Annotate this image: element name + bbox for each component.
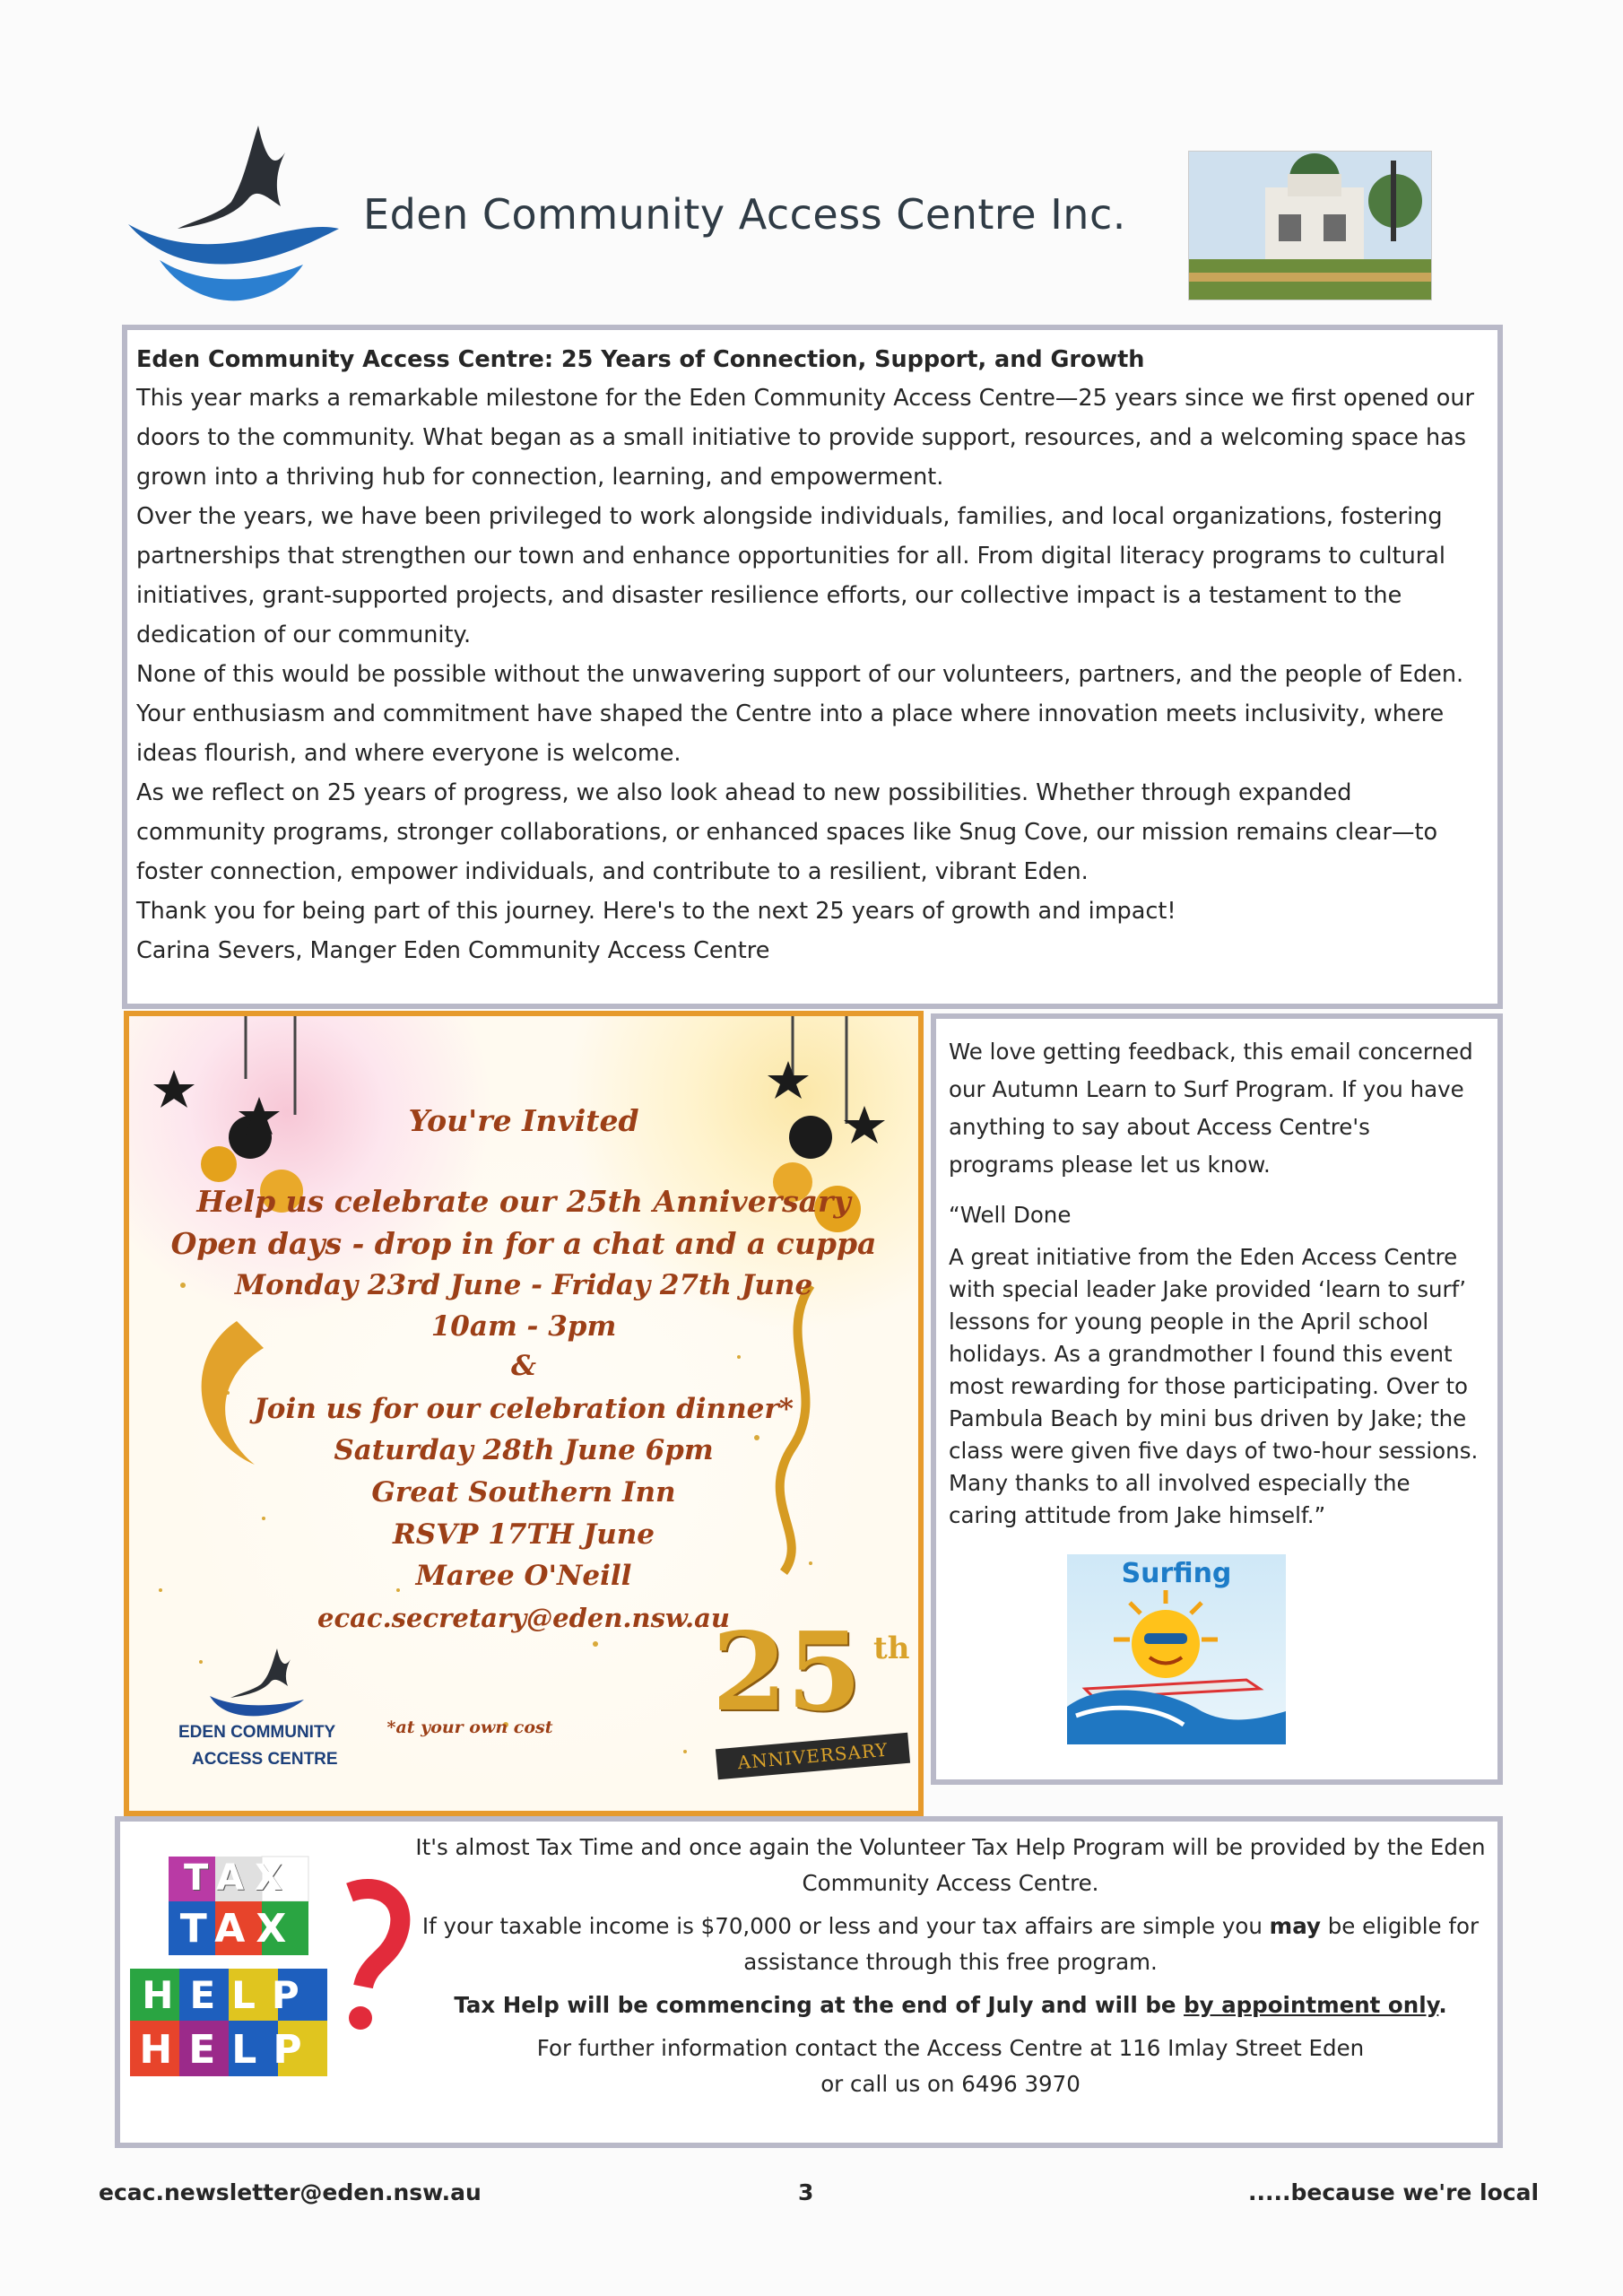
article-paragraph: As we reflect on 25 years of progress, we also look ahead to new possibilities. Whether through expanded community programs, stronger collaborations, or enhanced spaces like Snug Cove, our mission remains clear—to foster connection, empower individuals, and contribute to a resilient, vibrant Eden. xyxy=(136,779,1438,885)
tax-line-3a: Tax Help will be commencing at the end of July and will be xyxy=(454,1992,1185,2018)
tax-line-2 xyxy=(408,1909,1493,1980)
feedback-quote-body: A great initiative from the Eden Access Centre with special leader Jake provided ‘learn to surf’ lessons for young people in the April school holidays. As a grandmother I found this event most rewarding for those participating. Over to Pambula Beach by mini bus driven by Jake; the class were given five days of two-hour sessions. Many thanks to all involved especially the caring attitude from Jake himself.” xyxy=(949,1244,1479,1528)
surfing-illustration xyxy=(1067,1554,1286,1744)
page-number: 3 xyxy=(798,2179,814,2205)
building-photo xyxy=(1188,151,1432,300)
tax-line-3b: . xyxy=(1438,1992,1447,2018)
tax-line-2a: If your taxable income is $70,000 or less and your tax affairs are simple you xyxy=(421,1913,1270,1939)
invite-contact: Maree O'Neill xyxy=(415,1560,632,1592)
invite-cost-note: *at your own cost xyxy=(386,1718,553,1737)
invite-dinner-date: Saturday 28th June 6pm xyxy=(334,1434,714,1466)
tax-tile-row2: TAX xyxy=(179,1906,298,1952)
tax-line-2-bold: may xyxy=(1269,1913,1321,1939)
invite-open-days: Open days - drop in for a chat and a cuppa xyxy=(170,1226,877,1261)
tax-line-3-underline: by appointment only xyxy=(1184,1992,1439,2018)
invite-logo-line1: EDEN COMMUNITY xyxy=(178,1723,336,1742)
tax-tile-row4: HELP xyxy=(139,2027,318,2073)
invite-logo-line2: ACCESS CENTRE xyxy=(192,1750,338,1769)
anniversary-badge-th: th xyxy=(873,1631,910,1666)
invite-dinner: Join us for our celebration dinner* xyxy=(254,1393,794,1425)
anniversary-ribbon: ANNIVERSARY xyxy=(716,1733,910,1780)
tax-line-4: For further information contact the Access Centre at 116 Imlay Street Eden xyxy=(536,2035,1365,2061)
article-signature: Carina Severs, Manger Eden Community Access Centre xyxy=(136,937,770,964)
feedback-quote-open: “Well Done xyxy=(949,1202,1072,1228)
article-title: Eden Community Access Centre: 25 Years of Connection, Support, and Growth xyxy=(136,346,1145,373)
anniversary-badge-number: 25 xyxy=(712,1609,862,1735)
tax-tile-row1: TAX xyxy=(184,1857,293,1899)
tax-tile-row3: HELP xyxy=(142,1973,316,2017)
anniversary-invitation xyxy=(124,1011,924,1816)
article-paragraph: None of this would be possible without the unwavering support of our volunteers, partners, and the people of Eden. Your enthusiasm and commitment have shaped the Centre into a place where innovation meets inclusivity, where ideas flourish, and where everyone is welcome. xyxy=(136,661,1464,767)
feedback-intro: We love getting feedback, this email concerned our Autumn Learn to Surf Program. If you have anything to say about Access Centre's programs please let us know. xyxy=(949,1039,1473,1178)
invite-dates: Monday 23rd June - Friday 27th June xyxy=(234,1269,813,1301)
invite-celebrate: Help us celebrate our 25th Anniversary xyxy=(196,1184,851,1219)
invite-rsvp: RSVP 17TH June xyxy=(392,1518,655,1551)
sun-surfer-icon xyxy=(1067,1554,1286,1744)
invite-venue: Great Southern Inn xyxy=(371,1476,676,1509)
tax-line-3 xyxy=(408,1987,1493,2023)
surfing-label: Surfing xyxy=(1121,1558,1232,1589)
invite-logo xyxy=(205,1644,322,1720)
invite-hours: 10am - 3pm xyxy=(430,1310,617,1343)
invite-email: ecac.secretary@eden.nsw.au xyxy=(317,1603,730,1633)
tax-help-text xyxy=(408,1830,1493,2102)
tax-help-graphic xyxy=(126,1852,412,2121)
anniversary-article xyxy=(122,325,1503,1009)
article-paragraph: This year marks a remarkable milestone for the Eden Community Access Centre—25 years since we first opened our doors to the community. What began as a small initiative to provide support, resources, and a welcoming space has grown into a thriving hub for connection, learning, and empowerment. xyxy=(136,385,1475,491)
invite-ampersand: & xyxy=(511,1350,536,1382)
invite-heading: You're Invited xyxy=(408,1103,639,1138)
tax-line-5: or call us on 6496 3970 xyxy=(820,2071,1081,2097)
footer-tagline: .....because we're local xyxy=(1248,2179,1540,2205)
org-name: Eden Community Access Centre Inc. xyxy=(363,190,1126,239)
article-paragraph: Over the years, we have been privileged to work alongside individuals, families, and local organizations, fostering partnerships that strengthen our town and enhance opportunities for all. From digital literacy programs to cultural initiatives, grant-supported projects, and disaster resilience efforts, our collective impact is a testament to the dedication of our community. xyxy=(136,503,1445,648)
ecac-logo xyxy=(124,117,339,309)
footer-email: ecac.newsletter@eden.nsw.au xyxy=(99,2179,482,2205)
tax-line-2b: be eligible for assistance through this free program. xyxy=(743,1913,1480,1975)
tax-line-1: It's almost Tax Time and once again the Volunteer Tax Help Program will be provided by the Eden Community Access Centre. xyxy=(415,1834,1486,1896)
article-paragraph: Thank you for being part of this journey. Here's to the next 25 years of growth and impact! xyxy=(136,898,1176,925)
